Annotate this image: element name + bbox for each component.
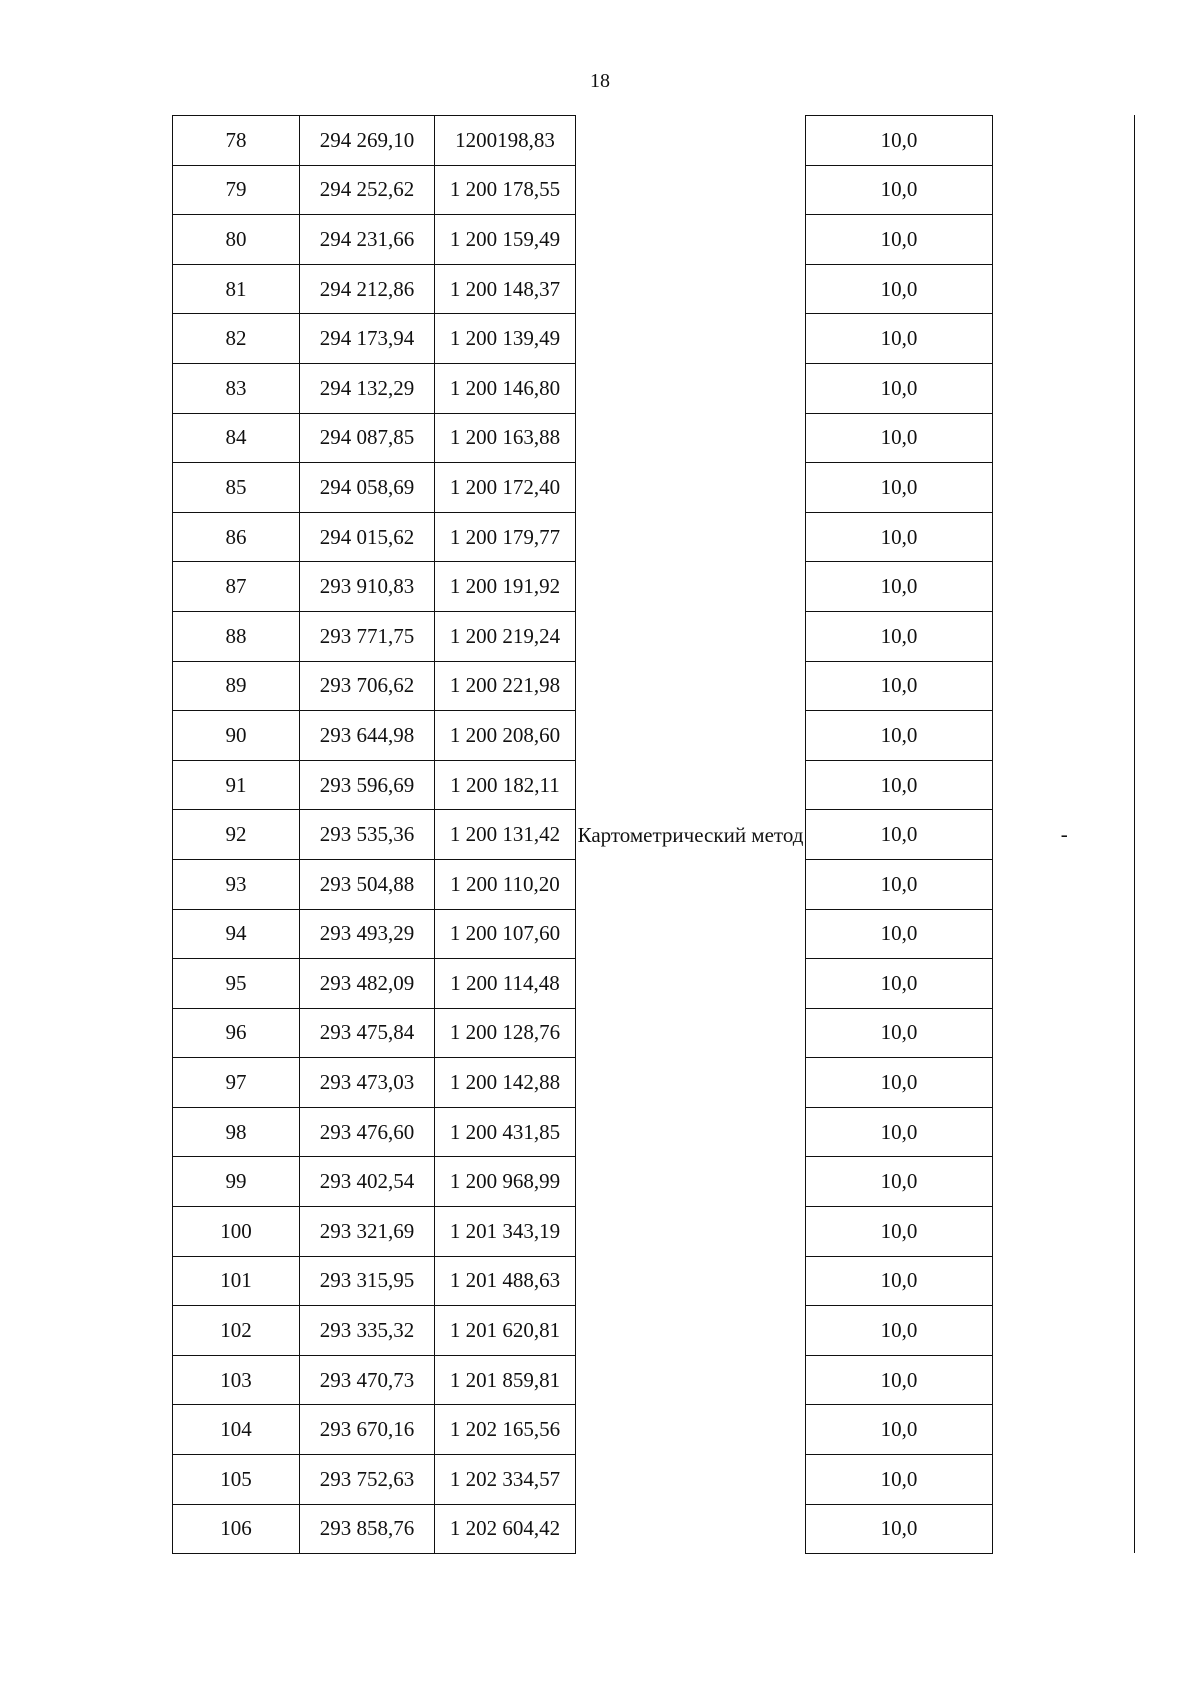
table-row [173, 116, 1136, 166]
y-coordinate-cell: 1 200 191,92 [435, 562, 576, 612]
y-coordinate-cell: 1 200 146,80 [435, 363, 576, 413]
accuracy-cell: 10,0 [806, 1058, 993, 1108]
point-number-cell: 91 [173, 760, 300, 810]
x-coordinate-cell: 293 493,29 [300, 909, 435, 959]
point-number-cell: 94 [173, 909, 300, 959]
accuracy-cell: 10,0 [806, 1355, 993, 1405]
x-coordinate-cell: 293 476,60 [300, 1107, 435, 1157]
x-coordinate-cell: 294 173,94 [300, 314, 435, 364]
accuracy-cell: 10,0 [806, 611, 993, 661]
method-cell: Картометрический метод [577, 822, 804, 847]
point-number-cell: 78 [173, 116, 300, 166]
y-coordinate-cell: 1 200 221,98 [435, 661, 576, 711]
accuracy-cell: 10,0 [806, 959, 993, 1009]
x-coordinate-cell: 293 706,62 [300, 661, 435, 711]
point-number-cell: 82 [173, 314, 300, 364]
point-number-cell: 105 [173, 1455, 300, 1505]
y-coordinate-cell: 1 200 110,20 [435, 859, 576, 909]
point-number-cell: 100 [173, 1207, 300, 1257]
accuracy-cell: 10,0 [806, 1455, 993, 1505]
point-number-cell: 81 [173, 264, 300, 314]
right-border-line [1134, 115, 1135, 1553]
y-coordinate-cell: 1 201 620,81 [435, 1306, 576, 1356]
x-coordinate-cell: 293 771,75 [300, 611, 435, 661]
x-coordinate-cell: 293 596,69 [300, 760, 435, 810]
y-coordinate-cell: 1 202 165,56 [435, 1405, 576, 1455]
x-coordinate-cell: 293 858,76 [300, 1504, 435, 1554]
x-coordinate-cell: 293 315,95 [300, 1256, 435, 1306]
accuracy-cell: 10,0 [806, 116, 993, 166]
point-number-cell: 83 [173, 363, 300, 413]
accuracy-cell: 10,0 [806, 1256, 993, 1306]
accuracy-cell: 10,0 [806, 909, 993, 959]
accuracy-cell: 10,0 [806, 512, 993, 562]
accuracy-cell: 10,0 [806, 810, 993, 860]
point-number-cell: 104 [173, 1405, 300, 1455]
y-coordinate-cell: 1 200 128,76 [435, 1008, 576, 1058]
accuracy-cell: 10,0 [806, 1008, 993, 1058]
y-coordinate-cell: 1 200 163,88 [435, 413, 576, 463]
x-coordinate-cell: 293 670,16 [300, 1405, 435, 1455]
accuracy-cell: 10,0 [806, 215, 993, 265]
x-coordinate-cell: 293 473,03 [300, 1058, 435, 1108]
point-number-cell: 79 [173, 165, 300, 215]
accuracy-cell: 10,0 [806, 859, 993, 909]
point-number-cell: 88 [173, 611, 300, 661]
x-coordinate-cell: 294 231,66 [300, 215, 435, 265]
y-coordinate-cell: 1 200 139,49 [435, 314, 576, 364]
coordinates-table-body [173, 116, 1136, 1554]
x-coordinate-cell: 293 470,73 [300, 1355, 435, 1405]
x-coordinate-cell: 293 910,83 [300, 562, 435, 612]
accuracy-cell: 10,0 [806, 363, 993, 413]
point-number-cell: 101 [173, 1256, 300, 1306]
y-coordinate-cell: 1 200 219,24 [435, 611, 576, 661]
accuracy-cell: 10,0 [806, 1207, 993, 1257]
accuracy-cell: 10,0 [806, 413, 993, 463]
x-coordinate-cell: 293 752,63 [300, 1455, 435, 1505]
y-coordinate-cell: 1 202 604,42 [435, 1504, 576, 1554]
point-number-cell: 80 [173, 215, 300, 265]
y-coordinate-cell: 1 201 343,19 [435, 1207, 576, 1257]
y-coordinate-cell: 1 200 142,88 [435, 1058, 576, 1108]
x-coordinate-cell: 293 335,32 [300, 1306, 435, 1356]
accuracy-cell: 10,0 [806, 1157, 993, 1207]
y-coordinate-cell: 1 200 159,49 [435, 215, 576, 265]
point-number-cell: 85 [173, 463, 300, 513]
accuracy-cell: 10,0 [806, 165, 993, 215]
point-number-cell: 87 [173, 562, 300, 612]
accuracy-cell: 10,0 [806, 661, 993, 711]
page-number: 18 [590, 70, 610, 92]
accuracy-cell: 10,0 [806, 711, 993, 761]
y-coordinate-cell: 1 202 334,57 [435, 1455, 576, 1505]
x-coordinate-cell: 294 269,10 [300, 116, 435, 166]
x-coordinate-cell: 293 482,09 [300, 959, 435, 1009]
x-coordinate-cell: 293 644,98 [300, 711, 435, 761]
y-coordinate-cell: 1 200 114,48 [435, 959, 576, 1009]
accuracy-cell: 10,0 [806, 760, 993, 810]
y-coordinate-cell: 1 201 488,63 [435, 1256, 576, 1306]
point-number-cell: 93 [173, 859, 300, 909]
point-number-cell: 89 [173, 661, 300, 711]
point-number-cell: 97 [173, 1058, 300, 1108]
point-number-cell: 98 [173, 1107, 300, 1157]
point-number-cell: 102 [173, 1306, 300, 1356]
y-coordinate-cell: 1 201 859,81 [435, 1355, 576, 1405]
point-number-cell: 95 [173, 959, 300, 1009]
y-coordinate-cell: 1 200 131,42 [435, 810, 576, 860]
extra-column-cell: - [1060, 822, 1068, 847]
x-coordinate-cell: 294 132,29 [300, 363, 435, 413]
accuracy-cell: 10,0 [806, 1405, 993, 1455]
point-number-cell: 99 [173, 1157, 300, 1207]
y-coordinate-cell: 1 200 179,77 [435, 512, 576, 562]
x-coordinate-cell: 293 535,36 [300, 810, 435, 860]
point-number-cell: 92 [173, 810, 300, 860]
x-coordinate-cell: 293 321,69 [300, 1207, 435, 1257]
y-coordinate-cell: 1 200 182,11 [435, 760, 576, 810]
x-coordinate-cell: 294 015,62 [300, 512, 435, 562]
y-coordinate-cell: 1 200 172,40 [435, 463, 576, 513]
x-coordinate-cell: 293 504,88 [300, 859, 435, 909]
y-coordinate-cell: 1 200 178,55 [435, 165, 576, 215]
accuracy-cell: 10,0 [806, 1306, 993, 1356]
y-coordinate-cell: 1 200 208,60 [435, 711, 576, 761]
accuracy-cell: 10,0 [806, 562, 993, 612]
x-coordinate-cell: 294 252,62 [300, 165, 435, 215]
y-coordinate-cell: 1 200 968,99 [435, 1157, 576, 1207]
accuracy-cell: 10,0 [806, 314, 993, 364]
point-number-cell: 86 [173, 512, 300, 562]
accuracy-cell: 10,0 [806, 1504, 993, 1554]
point-number-cell: 84 [173, 413, 300, 463]
point-number-cell: 106 [173, 1504, 300, 1554]
x-coordinate-cell: 294 087,85 [300, 413, 435, 463]
x-coordinate-cell: 294 058,69 [300, 463, 435, 513]
y-coordinate-cell: 1200198,83 [435, 116, 576, 166]
y-coordinate-cell: 1 200 148,37 [435, 264, 576, 314]
x-coordinate-cell: 294 212,86 [300, 264, 435, 314]
point-number-cell: 103 [173, 1355, 300, 1405]
point-number-cell: 90 [173, 711, 300, 761]
x-coordinate-cell: 293 475,84 [300, 1008, 435, 1058]
accuracy-cell: 10,0 [806, 264, 993, 314]
accuracy-cell: 10,0 [806, 1107, 993, 1157]
coordinates-table [172, 115, 1136, 1554]
y-coordinate-cell: 1 200 107,60 [435, 909, 576, 959]
accuracy-cell: 10,0 [806, 463, 993, 513]
y-coordinate-cell: 1 200 431,85 [435, 1107, 576, 1157]
x-coordinate-cell: 293 402,54 [300, 1157, 435, 1207]
point-number-cell: 96 [173, 1008, 300, 1058]
